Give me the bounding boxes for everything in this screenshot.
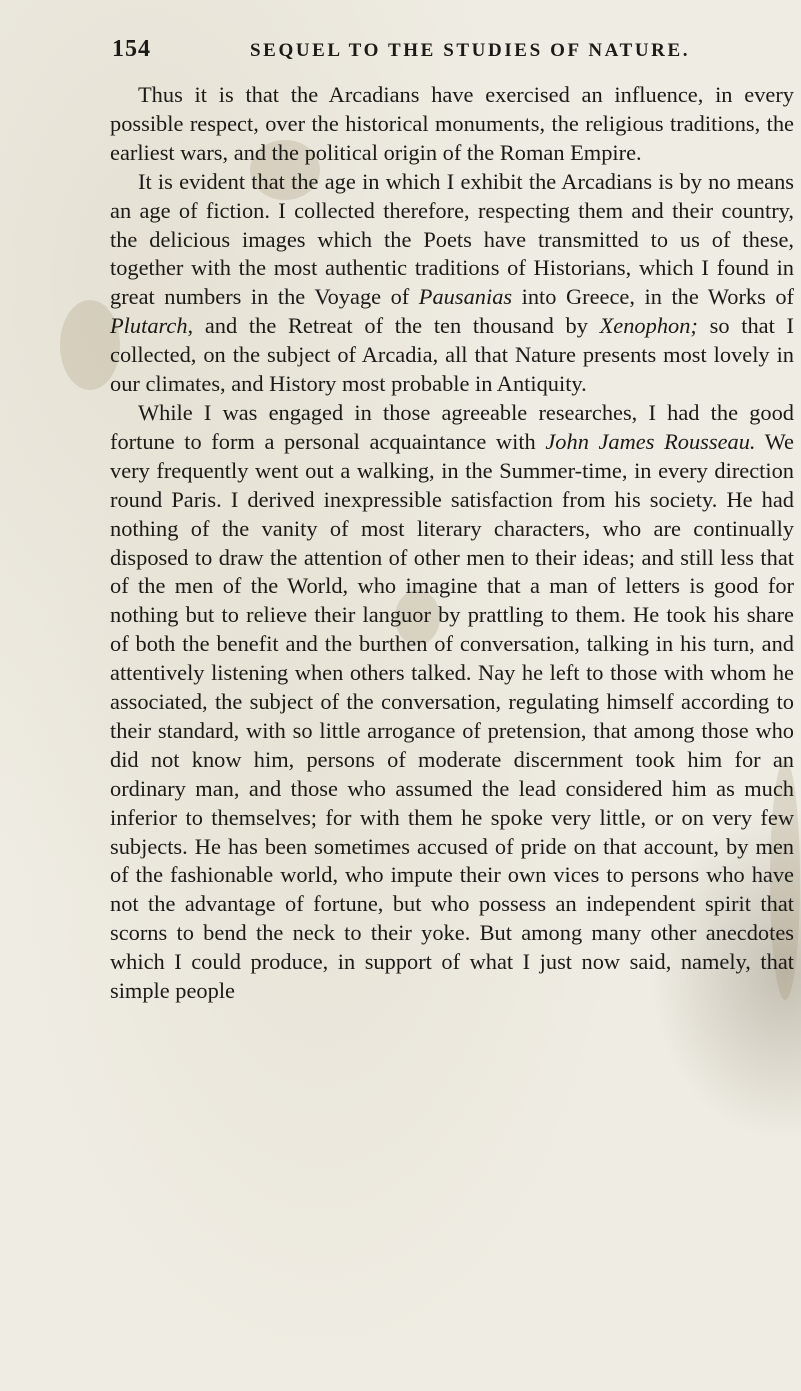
italic-text: Xenophon; — [599, 313, 698, 339]
text-run: While I was engaged in those agreeable researches, I had the good fortune to form a personal acquaintance with — [110, 399, 794, 454]
text-run: It is evident that the age in which I exhibit the Arcadians is by no means an age of fiction. I collected therefore, respecting them and their country, the delicious images which the Poets have transmitted to us of these, together with the most authentic traditions of Historians, which I found in great numbers in the Voyage of — [110, 168, 794, 310]
paragraph — [110, 168, 794, 399]
text-run: Thus it is that the Arcadians have exercised an influence, in every possible respect, over the historical monuments, the religious traditions, the earliest wars, and the political origin of the Roman Empire. — [110, 82, 794, 165]
text-run: , and the Retreat of the ten thousand by — [187, 313, 600, 339]
italic-text: Plutarch — [110, 313, 188, 339]
italic-text: Pausanias — [418, 284, 513, 310]
italic-text: John James Rousseau. — [545, 428, 756, 454]
paragraph — [110, 399, 794, 1006]
page-number: 154 — [112, 36, 151, 62]
running-title: SEQUEL TO THE STUDIES OF NATURE. — [250, 40, 691, 61]
text-run: into Greece, in the Works of — [512, 284, 794, 310]
page-header — [112, 36, 691, 76]
paragraph — [110, 81, 794, 168]
body-text — [110, 81, 794, 1006]
text-run: so that I collected, on the subject of Arcadia, all that Nature presents most lovely in our climates, and History most probable in Antiquity. — [110, 313, 795, 397]
text-run: We very frequently went out a walking, in the Summer-time, in every direction round Paris. I derived inexpressible satisfaction from his society. He had nothing of the vanity of most literary characters, who are continually disposed to draw the attention of other men to their ideas; and still less that of the men of the World, who imagine that a man of letters is good for nothing but to relieve their languor by prattling to them. He took his share of both the benefit and the burthen of conversation, talking in his turn, and attentively listening when others talked. Nay he left to those with whom he associated, the subject of the conversation, regulating himself according to their standard, with so little arrogance of pretension, that among those who did not know him, persons of moderate discernment took him for an ordinary man, and those who assumed the lead considered him as much inferior to themselves; for with them he spoke very little, or on very few subjects. He has been sometimes accused of pride on that account, by men of the fashionable world, who impute their own vices to persons who have not the advantage of fortune, but who possess an independent spirit that scorns to bend the neck to their yoke. But among many other anecdotes which I could produce, in support of what I just now said, namely, that simple people — [110, 428, 794, 1004]
